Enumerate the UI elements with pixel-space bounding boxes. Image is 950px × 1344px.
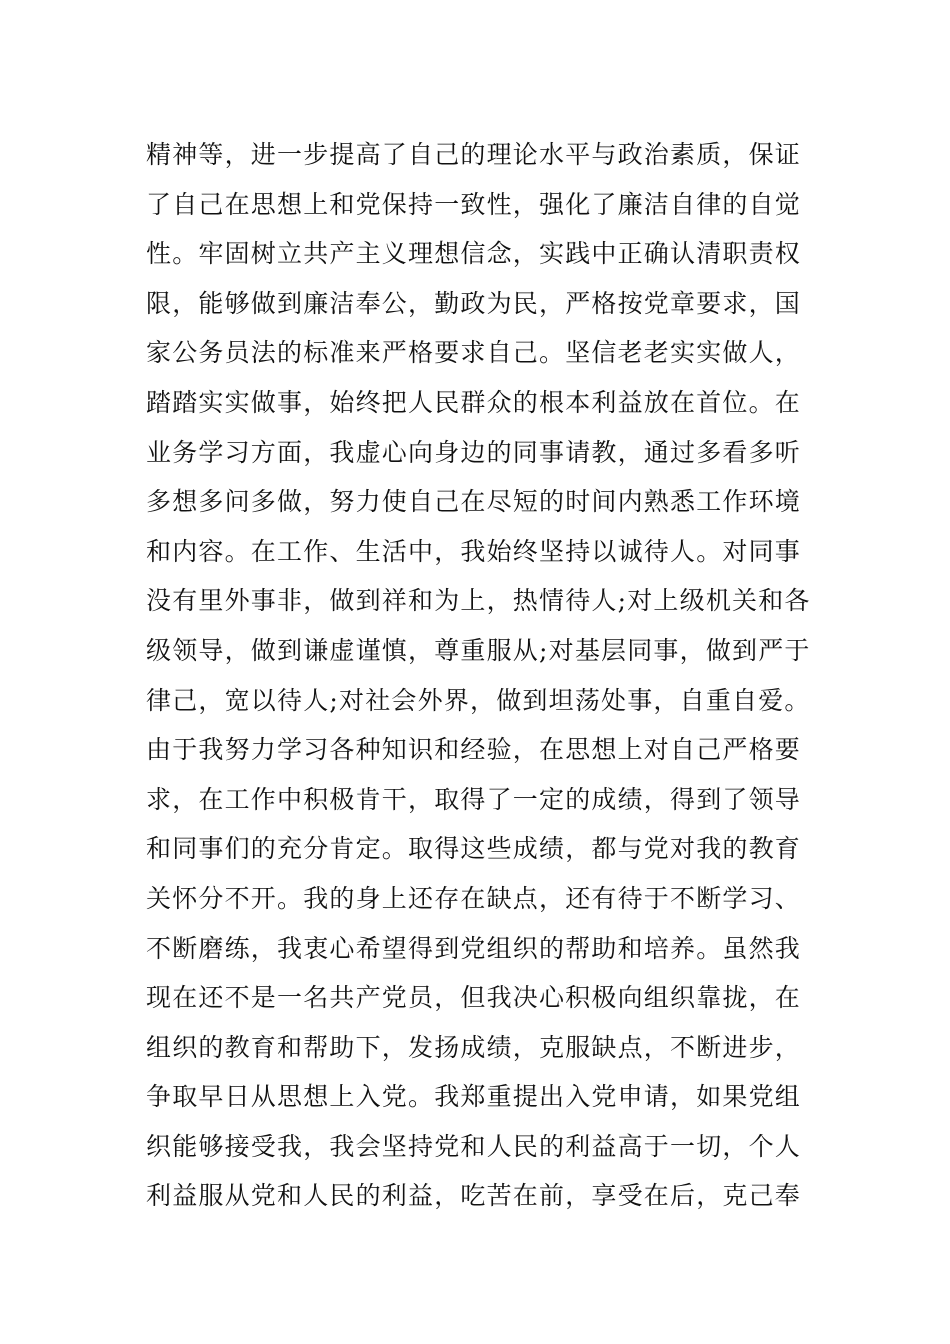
text-line: 由于我努力学习各种知识和经验，在思想上对自己严格要 <box>146 735 802 765</box>
text-line: 限，能够做到廉洁奉公，勤政为民，严格按党章要求，国 <box>146 288 802 318</box>
text-line: 踏踏实实做事，始终把人民群众的根本利益放在首位。在 <box>146 387 802 417</box>
text-line: 和内容。在工作、生活中，我始终坚持以诚待人。对同事 <box>146 536 802 566</box>
text-line: 织能够接受我，我会坚持党和人民的利益高于一切，个人 <box>146 1131 802 1161</box>
text-line: 利益服从党和人民的利益，吃苦在前，享受在后，克己奉 <box>146 1181 802 1211</box>
text-line: 性。牢固树立共产主义理想信念，实践中正确认清职责权 <box>146 239 802 269</box>
body-text <box>146 130 816 1221</box>
text-line: 争取早日从思想上入党。我郑重提出入党申请，如果党组 <box>146 1082 802 1112</box>
text-line: 求，在工作中积极肯干，取得了一定的成绩，得到了领导 <box>146 784 802 814</box>
text-line: 了自己在思想上和党保持一致性，强化了廉洁自律的自觉 <box>146 189 802 219</box>
text-line: 组织的教育和帮助下，发扬成绩，克服缺点，不断进步， <box>146 1032 802 1062</box>
text-line: 级领导，做到谦虚谨慎，尊重服从;对基层同事，做到严于 <box>146 635 811 665</box>
text-line: 多想多问多做，努力使自己在尽短的时间内熟悉工作环境 <box>146 487 802 517</box>
text-line: 不断磨练，我衷心希望得到党组织的帮助和培养。虽然我 <box>146 933 802 963</box>
text-line: 家公务员法的标准来严格要求自己。坚信老老实实做人， <box>146 338 802 368</box>
text-line: 没有里外事非，做到祥和为上，热情待人;对上级机关和各 <box>146 586 811 616</box>
text-line: 和同事们的充分肯定。取得这些成绩，都与党对我的教育 <box>146 834 802 864</box>
text-line: 现在还不是一名共产党员，但我决心积极向组织靠拢，在 <box>146 983 802 1013</box>
text-line: 关怀分不开。我的身上还存在缺点，还有待于不断学习、 <box>146 883 802 913</box>
text-line: 精神等，进一步提高了自己的理论水平与政治素质，保证 <box>146 140 802 169</box>
text-line: 律己，宽以待人;对社会外界，做到坦荡处事，自重自爱。 <box>146 685 811 715</box>
text-line: 业务学习方面，我虚心向身边的同事请教，通过多看多听 <box>146 437 802 467</box>
